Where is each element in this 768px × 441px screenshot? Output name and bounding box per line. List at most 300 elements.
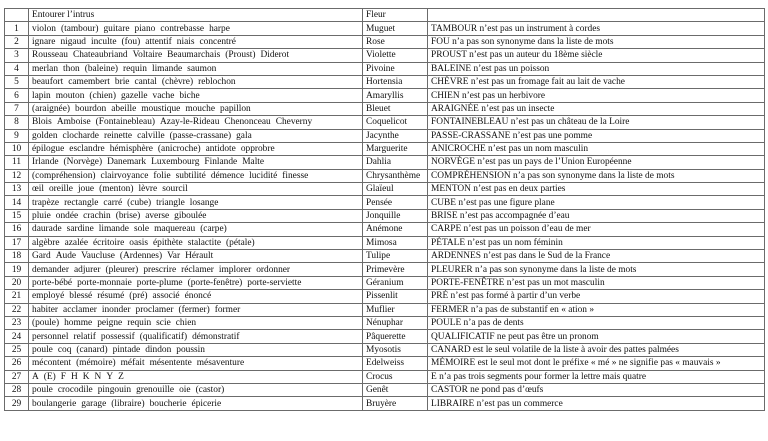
flower-name: Edelweiss: [363, 357, 428, 370]
row-number: 28: [5, 383, 29, 396]
word-item: démence: [210, 170, 245, 181]
word-item: Irlande: [32, 157, 59, 168]
word-item: attentif: [145, 36, 172, 47]
word-item: limande: [98, 224, 129, 235]
explanation: PRÉ n’est pas formé à partir d’un verbe: [428, 290, 765, 303]
word-item: adjurer: [73, 264, 101, 275]
table-row: [5, 129, 765, 142]
word-item: (chien): [89, 90, 116, 101]
word-item: dindon: [145, 344, 172, 355]
flower-name: Myosotis: [363, 343, 428, 356]
word-item: violon: [32, 23, 56, 34]
word-item: mouton: [55, 90, 85, 101]
row-number: 14: [5, 196, 29, 209]
word-list: [29, 196, 363, 209]
table-row: [5, 156, 765, 169]
table-row: [5, 89, 765, 102]
word-item: merlan: [32, 63, 59, 74]
table-row: [5, 397, 765, 410]
word-item: gala: [236, 130, 252, 141]
word-item: H: [70, 371, 78, 382]
flower-name: Bleuet: [363, 102, 428, 115]
flower-name: Chrysanthème: [363, 169, 428, 182]
word-item: reblochon: [198, 77, 236, 88]
explanation: FONTAINEBLEAU n’est pas un château de la Loire: [428, 116, 765, 129]
word-item: limande: [151, 63, 183, 74]
word-item: Blois: [32, 117, 52, 128]
word-list: [29, 250, 363, 263]
word-item: implorer: [218, 264, 252, 275]
flower-name: Genêt: [363, 383, 428, 396]
table-row: [5, 62, 765, 75]
word-item: ignare: [32, 36, 56, 47]
table-row: [5, 169, 765, 182]
word-item: résumé: [97, 291, 125, 302]
word-item: sourcil: [162, 184, 188, 195]
row-number: 22: [5, 303, 29, 316]
word-item: (baleine): [84, 63, 119, 74]
word-item: Rousseau: [32, 50, 68, 61]
word-list: [29, 330, 363, 343]
word-item: œil: [32, 184, 44, 195]
word-item: concentré: [199, 36, 236, 47]
table-row: [5, 183, 765, 196]
word-item: requin: [123, 63, 147, 74]
word-list: [29, 169, 363, 182]
word-item: boulangerie: [32, 398, 77, 409]
word-item: oasis: [129, 237, 148, 248]
word-item: esclandre: [69, 144, 105, 155]
word-item: abeille: [111, 103, 137, 114]
header-number: [5, 9, 29, 22]
word-item: vache: [152, 90, 175, 101]
explanation: CHÈVRE n’est pas un fromage fait au lait de vache: [428, 75, 765, 88]
word-item: (compréhension): [32, 170, 96, 181]
word-item: (pétale): [226, 237, 255, 248]
word-item: (fermer): [178, 304, 210, 315]
intruder-table: [4, 8, 765, 411]
flower-name: Mimosa: [363, 236, 428, 249]
explanation: MÉMOIRE est le seul mot dont le préfixe « mé » ne signifie pas « mauvais »: [428, 357, 765, 370]
flower-name: Pissenlit: [363, 290, 428, 303]
word-list: [29, 22, 363, 35]
table-row: [5, 370, 765, 383]
word-item: sardine: [66, 224, 94, 235]
word-item: inonder: [101, 304, 131, 315]
word-item: ondée: [55, 211, 79, 222]
flower-name: Coquelicot: [363, 116, 428, 129]
word-list: [29, 183, 363, 196]
row-number: 18: [5, 250, 29, 263]
row-number: 2: [5, 35, 29, 48]
table-row: [5, 343, 765, 356]
word-list: [29, 49, 363, 62]
header-explanation: [428, 9, 765, 22]
row-number: 15: [5, 209, 29, 222]
table-row: [5, 102, 765, 115]
word-item: niais: [176, 36, 195, 47]
word-item: mécontent: [32, 358, 72, 369]
explanation: NORVÈGE n’est pas un pays de l’Union Européenne: [428, 156, 765, 169]
word-item: (carpe): [200, 224, 227, 235]
word-item: Vaucluse: [81, 251, 115, 262]
word-item: joue: [77, 184, 95, 195]
header-words: Entourer l’intrus: [29, 9, 363, 22]
word-item: écritoire: [93, 237, 125, 248]
word-item: Hérault: [185, 251, 214, 262]
word-list: [29, 303, 363, 316]
word-item: réclamer: [181, 264, 214, 275]
word-item: énoncé: [184, 291, 212, 302]
word-item: oreille: [48, 184, 73, 195]
explanation: FERMER n’a pas de substantif en « ation »: [428, 303, 765, 316]
word-item: maquereau: [154, 224, 196, 235]
word-item: possessif: [100, 331, 135, 342]
word-item: scie: [156, 318, 171, 329]
word-list: [29, 383, 363, 396]
explanation: CARPE n’est pas un poisson d’eau de mer: [428, 223, 765, 236]
word-item: cantal: [134, 77, 157, 88]
word-item: beaufort: [32, 77, 64, 88]
word-item: porte-serviette: [247, 278, 302, 288]
word-item: (chèvre): [161, 77, 194, 88]
word-item: Z: [118, 371, 124, 382]
flower-name: Muflier: [363, 303, 428, 316]
word-item: thon: [63, 63, 80, 74]
explanation: MENTON n’est pas en deux parties: [428, 183, 765, 196]
table-row: [5, 75, 765, 88]
table-row: [5, 223, 765, 236]
word-item: (fou): [121, 36, 141, 47]
word-item: (Norvège): [63, 157, 103, 168]
flower-name: Géranium: [363, 276, 428, 289]
word-list: [29, 75, 363, 88]
word-item: (canard): [76, 344, 108, 355]
row-number: 4: [5, 62, 29, 75]
word-item: calville: [137, 130, 165, 141]
word-item: biche: [179, 90, 200, 101]
word-item: hémisphère: [109, 144, 153, 155]
word-item: trapèze: [32, 197, 60, 208]
word-item: porte-bébé: [32, 278, 73, 288]
word-item: algèbre: [32, 237, 60, 248]
word-item: peigne: [97, 318, 123, 329]
word-item: camembert: [68, 77, 110, 88]
word-item: (castor): [195, 385, 225, 396]
explanation: CANARD est le seul volatile de la liste à avoir des pattes palmées: [428, 343, 765, 356]
row-number: 6: [5, 89, 29, 102]
table-row: [5, 49, 765, 62]
word-list: [29, 236, 363, 249]
word-item: (poule): [32, 318, 60, 329]
word-item: épithète: [153, 237, 183, 248]
word-item: Malte: [242, 157, 265, 168]
row-number: 27: [5, 370, 29, 383]
word-item: garage: [81, 398, 107, 409]
word-item: Aude: [55, 251, 77, 262]
word-item: démonstratif: [192, 331, 240, 342]
table-row: [5, 276, 765, 289]
flower-name: Jonquille: [363, 209, 428, 222]
row-number: 20: [5, 276, 29, 289]
word-item: Cheverny: [275, 117, 313, 128]
word-item: porte-plume: [136, 278, 183, 288]
word-list: [29, 290, 363, 303]
word-item: grenouille: [136, 385, 175, 396]
word-item: (cube): [127, 197, 152, 208]
word-item: Chateaubriand: [72, 50, 128, 61]
word-item: crachin: [83, 211, 111, 222]
word-item: moustique: [141, 103, 181, 114]
explanation: LIBRAIRE n’est pas un commerce: [428, 397, 765, 410]
row-number: 16: [5, 223, 29, 236]
word-item: F: [60, 371, 66, 382]
word-item: finesse: [282, 170, 309, 181]
word-item: averse: [145, 211, 170, 222]
flower-name: Muguet: [363, 22, 428, 35]
flower-name: Violette: [363, 49, 428, 62]
explanation: POULE n’a pas de dents: [428, 316, 765, 329]
word-item: contrebasse: [160, 23, 205, 34]
word-item: associé: [152, 291, 180, 302]
word-item: (tambour): [60, 23, 99, 34]
row-number: 8: [5, 116, 29, 129]
word-item: (libraire): [111, 398, 145, 409]
explanation: E n’a pas trois segments pour former la lettre mais quatre: [428, 370, 765, 383]
word-item: sole: [133, 224, 150, 235]
word-list: [29, 209, 363, 222]
word-item: rectangle: [64, 197, 99, 208]
word-item: Finlande: [204, 157, 238, 168]
word-item: reinette: [103, 130, 133, 141]
explanation: TAMBOUR n’est pas un instrument à cordes: [428, 22, 765, 35]
word-item: lapin: [32, 90, 51, 101]
word-item: méfait: [120, 358, 145, 369]
word-item: papillon: [220, 103, 251, 114]
word-item: saumon: [187, 63, 217, 74]
word-item: daurade: [32, 224, 62, 235]
table-row: [5, 35, 765, 48]
word-item: épilogue: [32, 144, 65, 155]
flower-name: Crocus: [363, 370, 428, 383]
row-number: 10: [5, 142, 29, 155]
explanation: ARAIGNÉE n’est pas un insecte: [428, 102, 765, 115]
word-item: personnel: [32, 331, 69, 342]
word-item: K: [82, 371, 90, 382]
flower-name: Glaïeul: [363, 183, 428, 196]
word-list: [29, 397, 363, 410]
explanation: CUBE n’est pas une figure plane: [428, 196, 765, 209]
word-item: former: [214, 304, 241, 315]
word-item: (E): [43, 371, 56, 382]
word-item: requin: [127, 318, 152, 329]
explanation: CHIEN n’est pas un herbivore: [428, 89, 765, 102]
word-list: [29, 263, 363, 276]
word-item: (Fontainebleau): [95, 117, 156, 128]
row-number: 26: [5, 357, 29, 370]
word-item: brie: [114, 77, 130, 88]
word-item: Voltaire: [132, 50, 163, 61]
row-number: 5: [5, 75, 29, 88]
table-row: [5, 263, 765, 276]
explanation: BALEINE n’est pas un poisson: [428, 62, 765, 75]
word-item: (menton): [99, 184, 134, 195]
row-number: 19: [5, 263, 29, 276]
explanation: PROUST n’est pas un auteur du 18ème siècle: [428, 49, 765, 62]
word-list: [29, 156, 363, 169]
word-item: porte-monnaie: [77, 278, 132, 288]
word-item: mouche: [185, 103, 215, 114]
word-list: [29, 62, 363, 75]
word-list: [29, 102, 363, 115]
word-item: (Ardennes): [119, 251, 163, 262]
flower-name: Anémone: [363, 223, 428, 236]
word-item: (anicroche): [157, 144, 201, 155]
word-list: [29, 116, 363, 129]
word-item: subtilité: [175, 170, 206, 181]
flower-name: Rose: [363, 35, 428, 48]
word-list: [29, 316, 363, 329]
table-body: [5, 22, 765, 410]
flower-name: Hortensia: [363, 75, 428, 88]
word-item: harpe: [209, 23, 230, 34]
word-item: Luxembourg: [151, 157, 200, 168]
flower-name: Pensée: [363, 196, 428, 209]
word-item: demander: [32, 264, 69, 275]
explanation: COMPRÉHENSION n’a pas son synonyme dans la liste de mots: [428, 169, 765, 182]
word-item: lèvre: [138, 184, 158, 195]
table-row: [5, 116, 765, 129]
table-row: [5, 236, 765, 249]
table-row: [5, 383, 765, 396]
word-item: blessé: [69, 291, 93, 302]
word-item: oie: [179, 385, 191, 396]
explanation: PLEURER n’a pas son synonyme dans la liste de mots: [428, 263, 765, 276]
word-item: clairvoyance: [100, 170, 149, 181]
word-item: guitare: [103, 23, 130, 34]
word-item: folie: [153, 170, 171, 181]
explanation: QUALIFICATIF ne peut pas être un pronom: [428, 330, 765, 343]
row-number: 13: [5, 183, 29, 196]
explanation: ARDENNES n’est pas dans le Sud de la France: [428, 250, 765, 263]
word-item: piano: [134, 23, 156, 34]
word-item: mésaventure: [196, 358, 245, 369]
word-item: employé: [32, 291, 65, 302]
word-item: Var: [167, 251, 181, 262]
word-item: ordonner: [256, 264, 291, 275]
row-number: 17: [5, 236, 29, 249]
word-item: coq: [57, 344, 72, 355]
word-item: poule: [32, 385, 53, 396]
word-list: [29, 370, 363, 383]
flower-name: Amaryllis: [363, 89, 428, 102]
word-list: [29, 142, 363, 155]
word-list: [29, 357, 363, 370]
explanation: PORTE-FENÊTRE n’est pas un mot masculin: [428, 276, 765, 289]
word-item: pintade: [112, 344, 141, 355]
word-item: lucidité: [249, 170, 278, 181]
explanation: FOU n’a pas son synonyme dans la liste de mots: [428, 35, 765, 48]
word-item: (passe-crassane): [169, 130, 232, 141]
word-item: (brise): [115, 211, 141, 222]
word-list: [29, 89, 363, 102]
row-number: 23: [5, 316, 29, 329]
word-item: (Proust): [225, 50, 256, 61]
row-number: 1: [5, 22, 29, 35]
word-item: bourdon: [75, 103, 107, 114]
word-item: (pré): [129, 291, 148, 302]
table-row: [5, 196, 765, 209]
word-item: carré: [103, 197, 123, 208]
row-number: 11: [5, 156, 29, 169]
word-item: poussin: [176, 344, 205, 355]
row-number: 9: [5, 129, 29, 142]
word-item: giboulée: [174, 211, 207, 222]
word-list: [29, 35, 363, 48]
word-item: pluie: [32, 211, 51, 222]
word-item: Diderot: [260, 50, 290, 61]
explanation: PASSE-CRASSANE n’est pas une pomme: [428, 129, 765, 142]
row-number: 3: [5, 49, 29, 62]
word-item: triangle: [156, 197, 185, 208]
table-row: [5, 22, 765, 35]
word-item: chien: [175, 318, 197, 329]
word-item: azalée: [64, 237, 89, 248]
word-item: (porte-fenêtre): [187, 278, 243, 288]
word-list: [29, 223, 363, 236]
flower-name: Pâquerette: [363, 330, 428, 343]
word-item: prescrire: [143, 264, 177, 275]
header-flower: Fleur: [363, 9, 428, 22]
flower-name: Marguerite: [363, 142, 428, 155]
header-row: [5, 9, 765, 22]
row-number: 21: [5, 290, 29, 303]
row-number: 7: [5, 102, 29, 115]
word-item: mésentente: [149, 358, 192, 369]
explanation: ANICROCHE n’est pas un nom masculin: [428, 142, 765, 155]
word-item: clocharde: [62, 130, 99, 141]
table-row: [5, 209, 765, 222]
word-item: épicerie: [191, 398, 222, 409]
word-item: inculte: [90, 36, 117, 47]
word-item: Amboise: [56, 117, 91, 128]
row-number: 29: [5, 397, 29, 410]
flower-name: Tulipe: [363, 250, 428, 263]
word-item: (qualificatif): [139, 331, 188, 342]
word-item: nigaud: [60, 36, 86, 47]
word-item: golden: [32, 130, 58, 141]
word-item: N: [94, 371, 102, 382]
word-item: opprobre: [240, 144, 275, 155]
row-number: 25: [5, 343, 29, 356]
table-row: [5, 316, 765, 329]
flower-name: Primevère: [363, 263, 428, 276]
table-row: [5, 330, 765, 343]
word-list: [29, 276, 363, 289]
word-item: Y: [106, 371, 114, 382]
flower-name: Jacynthe: [363, 129, 428, 142]
word-item: (araignée): [32, 103, 70, 114]
word-list: [29, 129, 363, 142]
word-item: habiter: [32, 304, 59, 315]
explanation: BRISE n’est pas accompagnée d’eau: [428, 209, 765, 222]
word-item: relatif: [73, 331, 96, 342]
word-item: Azay-le-Rideau: [160, 117, 220, 128]
word-item: Beaumarchais: [167, 50, 221, 61]
flower-name: Pivoine: [363, 62, 428, 75]
word-item: pingouin: [97, 385, 132, 396]
table-row: [5, 142, 765, 155]
